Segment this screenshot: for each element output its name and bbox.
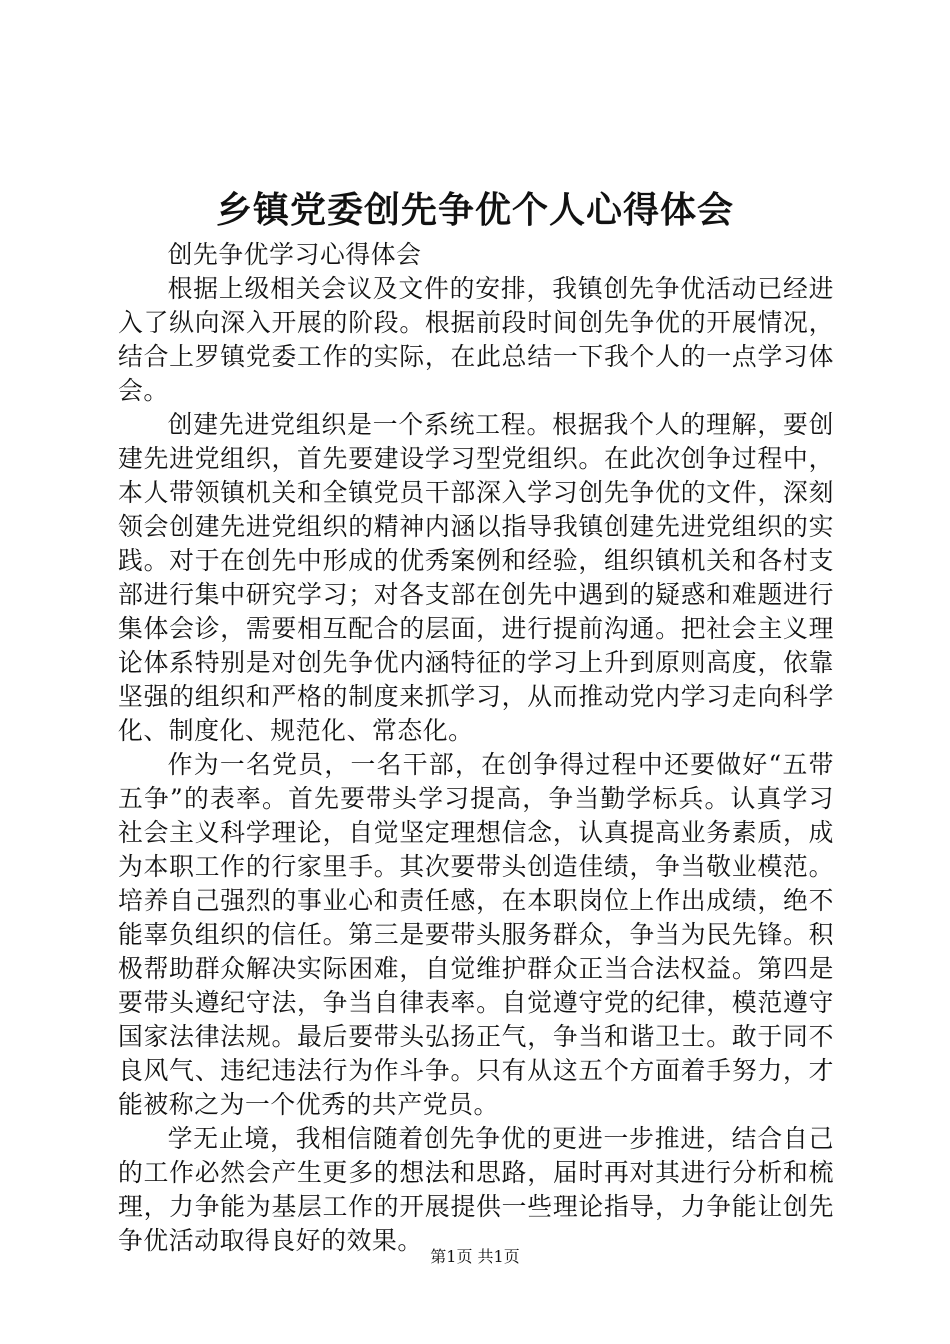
paragraph-conclusion: 学无止境，我相信随着创先争优的更进一步推进，结合自己的工作必然会产生更多的想法和思路，届时再对其进行分析和梳理，力争能为基层工作的开展提供一些理论指导，力争能让创先争优活动取得良好的效果。 bbox=[118, 1124, 834, 1255]
paragraph-intro: 根据上级相关会议及文件的安排，我镇创先争优活动已经进入了纵向深入开展的阶段。根据前段时间创先争优的开展情况，结合上罗镇党委工作的实际，在此总结一下我个人的一点学习体会。 bbox=[118, 274, 834, 405]
page-number-footer: 第1页 共1页 bbox=[430, 1247, 520, 1266]
document-body bbox=[118, 238, 834, 1258]
paragraph-five-leads: 作为一名党员，一名干部，在创争得过程中还要做好“五带五争”的表率。首先要带头学习提高，争当勤学标兵。认真学习社会主义科学理论，自觉坚定理想信念，认真提高业务素质，成为本职工作的行家里手。其次要带头创造佳绩，争当敬业模范。培养自己强烈的事业心和责任感，在本职岗位上作出成绩，绝不能辜负组织的信任。第三是要带头服务群众，争当为民先锋。积极帮助群众解决实际困难，自觉维护群众正当合法权益。第四是要带头遵纪守法，争当自律表率。自觉遵守党的纪律，模范遵守国家法律法规。最后要带头弘扬正气，争当和谐卫士。敢于同不良风气、违纪违法行为作斗争。只有从这五个方面着手努力，才能被称之为一个优秀的共产党员。 bbox=[118, 750, 834, 1119]
document-title: 乡镇党委创先争优个人心得体会 bbox=[215, 189, 734, 231]
paragraph-subtitle: 创先争优学习心得体会 bbox=[167, 240, 422, 269]
paragraph-learning: 创建先进党组织是一个系统工程。根据我个人的理解，要创建先进党组织，首先要建设学习型党组织。在此次创争过程中，本人带领镇机关和全镇党员干部深入学习创先争优的文件，深刻领会创建先进党组织的精神内涵以指导我镇创建先进党组织的实践。对于在创先中形成的优秀案例和经验，组织镇机关和各村支部进行集中研究学习；对各支部在创先中遇到的疑惑和难题进行集体会诊，需要相互配合的层面，进行提前沟通。把社会主义理论体系特别是对创先争优内涵特征的学习上升到原则高度，依靠坚强的组织和严格的制度来抓学习，从而推动党内学习走向科学化、制度化、规范化、常态化。 bbox=[118, 410, 834, 745]
